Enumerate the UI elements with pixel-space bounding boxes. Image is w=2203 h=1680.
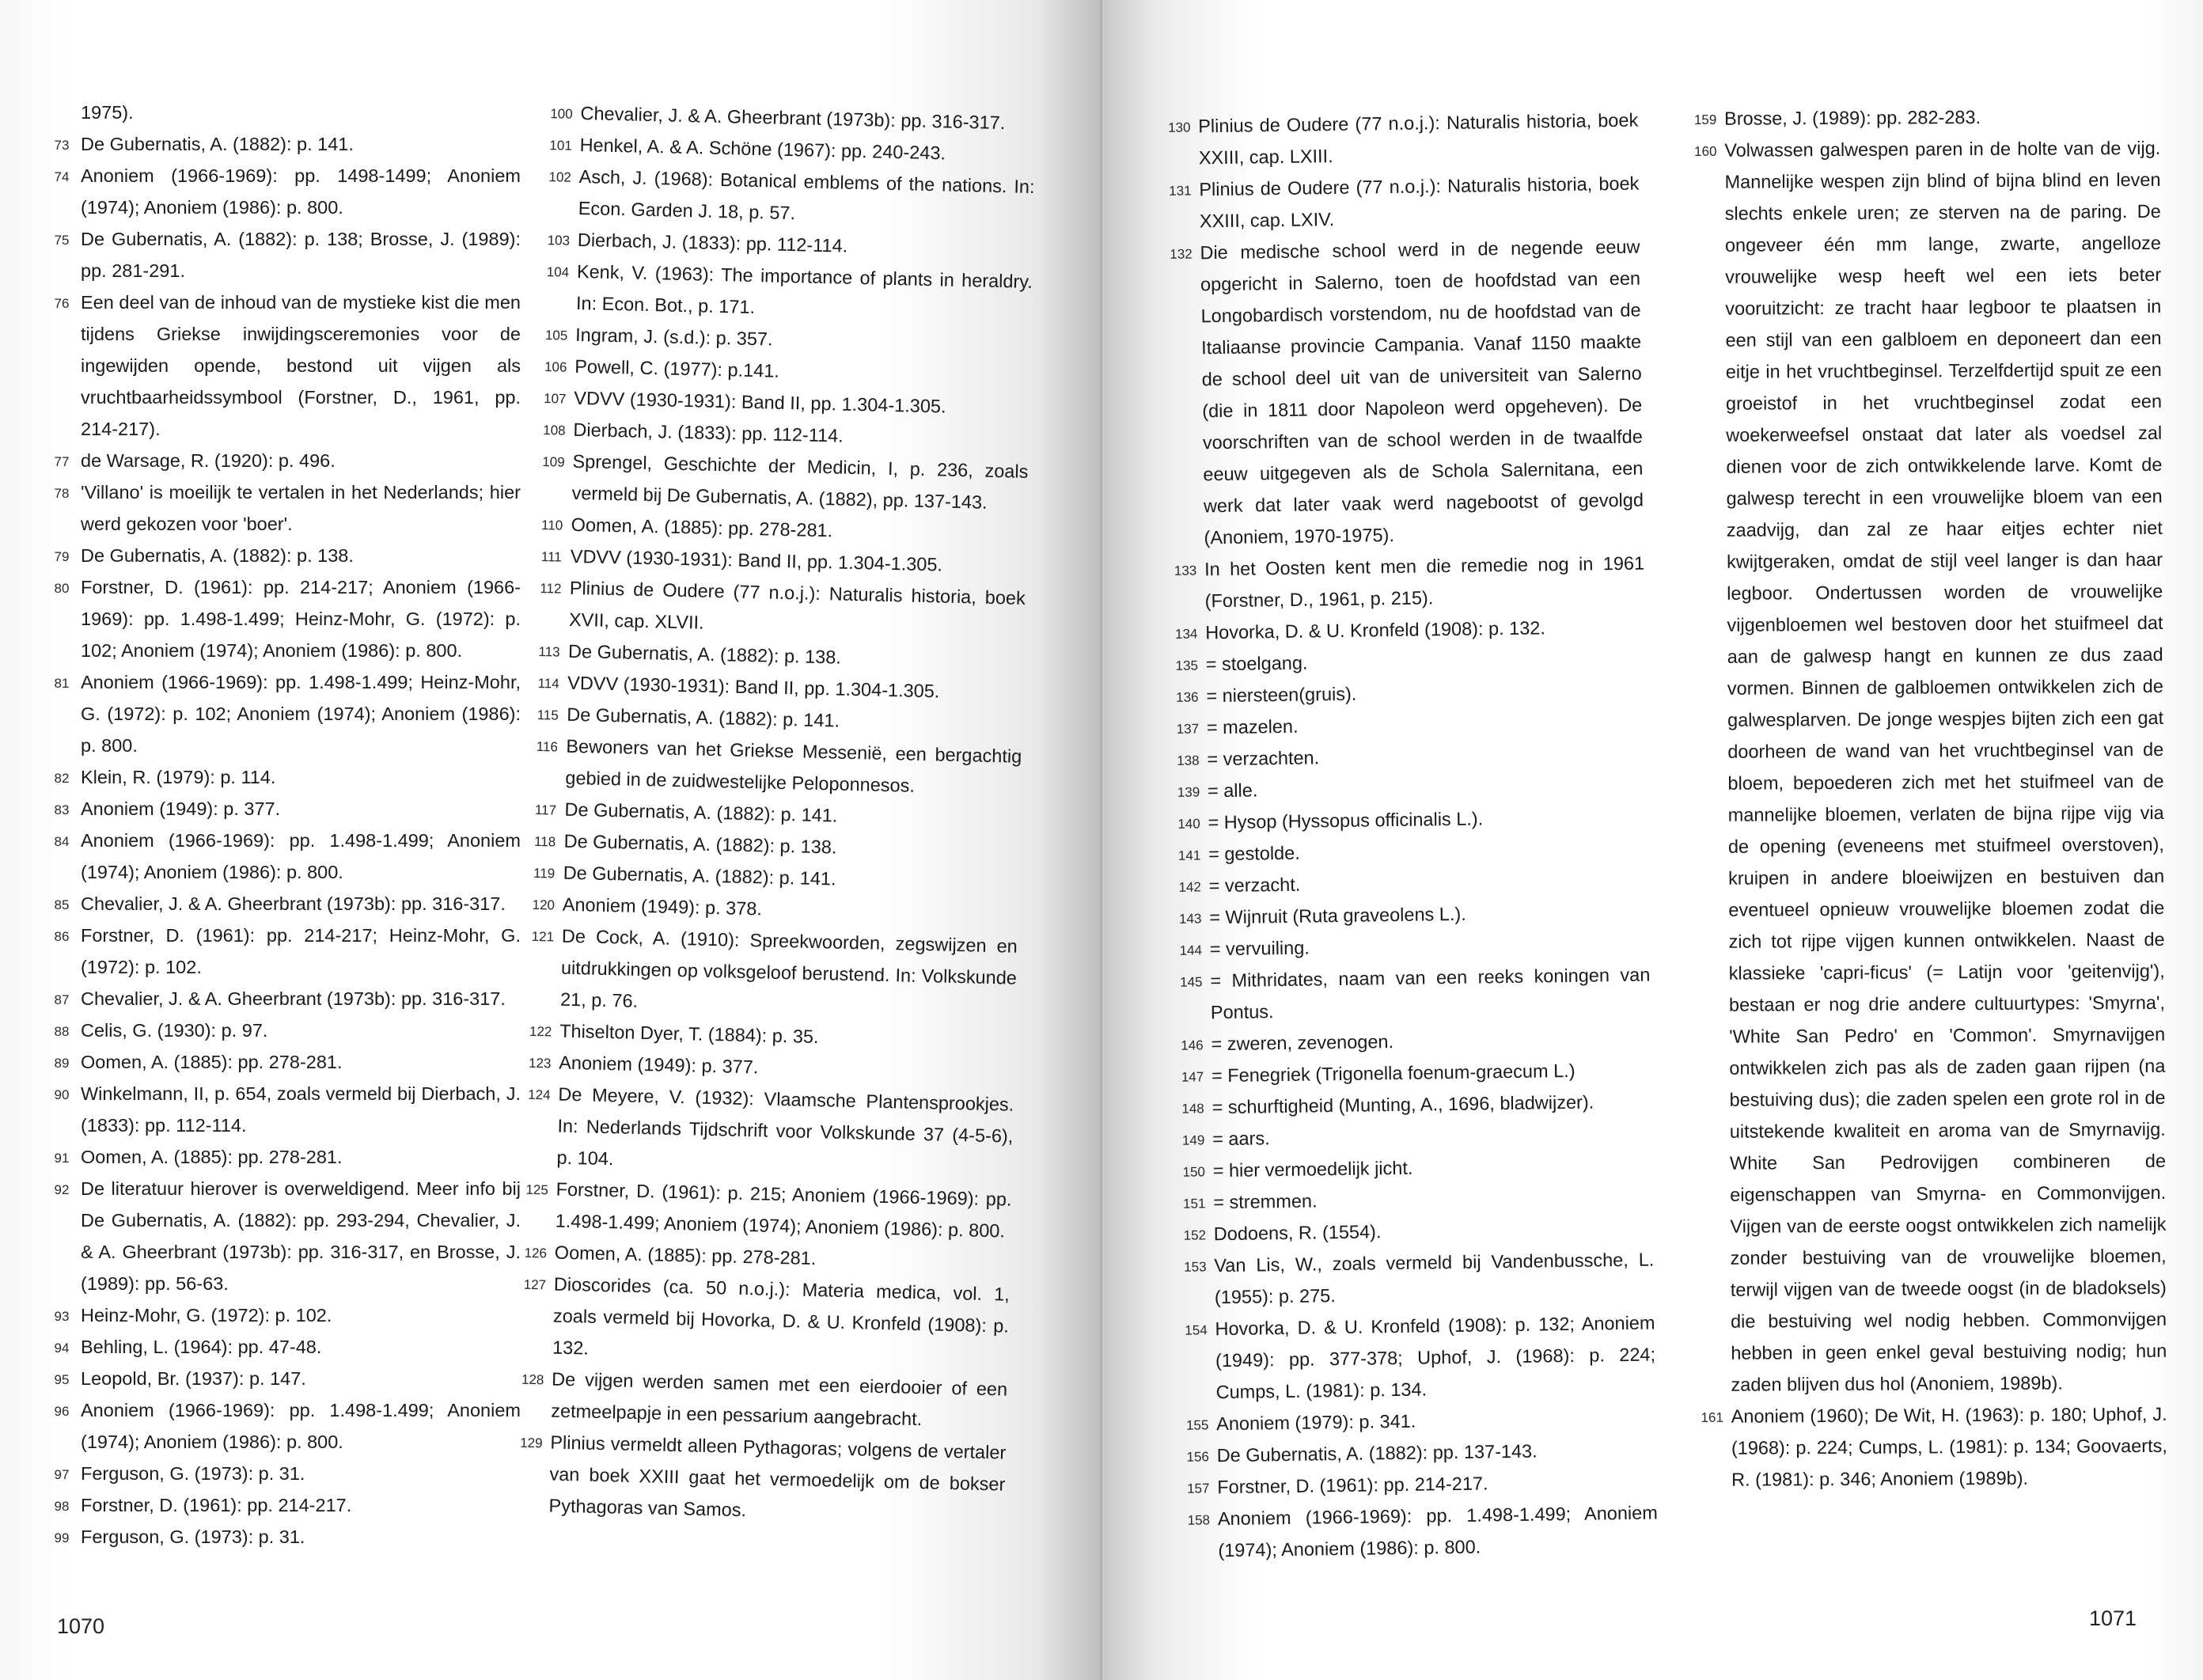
footnote-number: 86 (54, 929, 70, 944)
footnote-text: De Gubernatis, A. (1882): p. 141. (81, 134, 354, 154)
footnote-text: = vervuiling. (1209, 937, 1310, 960)
footnote-text: Powell, C. (1977): p.141. (574, 355, 780, 381)
footnote-number: 88 (54, 1024, 70, 1039)
footnote-number: 150 (1182, 1164, 1206, 1180)
footnote-93 (46, 1299, 521, 1331)
footnote-number: 161 (1701, 1409, 1723, 1425)
footnote-102 (543, 160, 1035, 234)
footnote-78 (46, 476, 521, 540)
footnote-92 (46, 1173, 521, 1299)
footnote-text: Klein, R. (1979): p. 114. (81, 767, 276, 787)
footnote-text: = gestolde. (1208, 842, 1300, 865)
footnote-text: De vijgen werden samen met een eierdooier of een zetmeelpapje in een pessarium aangebracht. (551, 1368, 1008, 1430)
footnote-text: Asch, J. (1968): Botanical emblems of the nations. In: Econ. Garden J. 18, p. 57. (578, 165, 1035, 224)
footnote-text: Dioscorides (ca. 50 n.o.j.): Materia medica, vol. 1, zoals vermeld bij Hovorka, D. & U. Kronfeld (1908): p. 132. (552, 1273, 1010, 1359)
footnote-text: Dodoens, R. (1554). (1213, 1221, 1382, 1245)
footnote-text: = Mithridates, naam van een reeks koningen van Pontus. (1210, 964, 1651, 1023)
footnote-text: = verzachten. (1207, 747, 1320, 770)
footnote-text: Oomen, A. (1885): pp. 278-281. (554, 1242, 817, 1269)
footnote-number: 155 (1185, 1417, 1209, 1433)
footnote-number: 160 (1694, 143, 1717, 159)
footnote-number: 152 (1183, 1227, 1207, 1243)
footnote-text: = stoelgang. (1205, 652, 1308, 675)
footnote-number: 91 (54, 1151, 70, 1166)
footnote-number: 135 (1175, 658, 1199, 673)
footnote-159 (1689, 100, 2160, 135)
footnote-number: 137 (1176, 721, 1200, 737)
notes-column-4 (1689, 100, 2167, 1496)
footnote-number: 106 (544, 359, 567, 375)
footnote-number: 109 (542, 454, 565, 470)
footnote-number: 73 (54, 138, 70, 153)
footnote-number: 104 (546, 264, 570, 280)
page-number-left: 1070 (57, 1614, 105, 1638)
footnote-text: De literatuur hierover is overweldigend. Meer info bij De Gubernatis, A. (1882): pp. 293-294, Chevalier, J. & A. Gheerbrant (1973b): pp. 316-317, en Brosse, J. (1989): pp. 56-63. (81, 1178, 521, 1294)
footnote-text: Forstner, D. (1961): pp. 214-217; Heinz-Mohr, G. (1972): p. 102. (81, 925, 521, 977)
footnote-text: Brosse, J. (1989): pp. 282-283. (1724, 107, 1981, 129)
footnote-text: De Meyere, V. (1932): Vlaamsche Plantensprookjes. In: Nederlands Tijdschrift voor Volkskunde 37 (4-5-6), p. 104. (556, 1083, 1014, 1170)
footnote-number: 148 (1181, 1101, 1204, 1117)
footnote-text: Chevalier, J. & A. Gheerbrant (1973b): pp. 316-317. (81, 988, 506, 1009)
footnote-number: 119 (533, 865, 555, 882)
footnote-number: 144 (1179, 942, 1203, 958)
footnote-text: Anoniem (1966-1969): pp. 1.498-1.499; Anoniem (1974); Anoniem (1986): p. 800. (81, 1400, 521, 1452)
footnote-text: Een deel van de inhoud van de mystieke kist die men tijdens Griekse inwijdingsceremonies voor de ingewijden opende, bestond uit vijgen als vruchtbaarheidssymbool (Forstner, D., 1961, pp. 214-217). (81, 292, 521, 439)
footnote-109 (537, 445, 1029, 519)
footnote-number: 149 (1181, 1132, 1205, 1148)
book-gutter (1100, 0, 1102, 1680)
footnote-text: VDVV (1930-1931): Band II, pp. 1.304-1.305. (567, 672, 940, 702)
footnote-text: De Gubernatis, A. (1882): p. 138; Brosse, J. (1989): pp. 281-291. (81, 229, 521, 281)
footnote-number: 84 (54, 834, 70, 849)
footnote-text: Plinius de Oudere (77 n.o.j.): Naturalis historia, boek XVII, cap. XLVII. (568, 577, 1026, 633)
footnote-text: Bewoners van het Griekse Messenië, een bergachtig gebied in de zuidwestelijke Peloponnesos. (565, 735, 1022, 796)
footnote-number: 85 (54, 897, 70, 912)
footnote-number: 82 (54, 771, 70, 786)
footnote-132 (1165, 231, 1644, 554)
footnote-153 (1179, 1243, 1655, 1313)
footnote-text: Anoniem (1966-1969): pp. 1498-1499; Anoniem (1974); Anoniem (1986): p. 800. (81, 165, 521, 218)
footnote-number: 142 (1178, 879, 1202, 895)
footnote-number: 112 (540, 580, 562, 597)
footnote-text: Dierbach, J. (1833): pp. 112-114. (573, 419, 844, 446)
footnote-131 (1164, 168, 1640, 237)
footnote-number: 107 (543, 391, 567, 407)
footnote-number: 147 (1181, 1069, 1204, 1085)
footnote-text: Kenk, V. (1963): The importance of plants in heraldry. In: Econ. Bot., p. 171. (575, 260, 1033, 318)
footnote-number: 80 (54, 581, 70, 596)
footnote-text: Ingram, J. (s.d.): p. 357. (574, 324, 773, 350)
footnote-text: = mazelen. (1206, 715, 1299, 738)
footnote-number: 123 (528, 1055, 552, 1071)
footnote-text: Forstner, D. (1961): pp. 214-217. (1217, 1473, 1488, 1498)
footnote-text: Oomen, A. (1885): pp. 278-281. (571, 514, 833, 541)
footnote-number: 138 (1177, 753, 1200, 768)
footnote-number: 94 (54, 1341, 70, 1356)
footnote-number: 76 (54, 296, 70, 311)
footnote-text: Anoniem (1966-1969): pp. 1.498-1.499; Heinz-Mohr, G. (1972): p. 102; Anoniem (1974); Anoniem (1986): p. 800. (81, 672, 521, 756)
footnote-text: De Gubernatis, A. (1882): p. 138. (567, 640, 842, 668)
footnote-128 (516, 1363, 1008, 1437)
footnote-number: 141 (1177, 848, 1201, 863)
footnote-95 (46, 1363, 521, 1394)
page-number-right: 1071 (2089, 1606, 2137, 1630)
footnote-number: 131 (1169, 183, 1192, 199)
footnote-number: 121 (531, 928, 555, 945)
footnote-text: VDVV (1930-1931): Band II, pp. 1.304-1.305. (570, 545, 943, 575)
footnote-number: 103 (547, 233, 571, 248)
footnote-number: 83 (54, 802, 70, 817)
footnote-text: De Gubernatis, A. (1882): p. 138. (81, 545, 354, 566)
footnote-84 (46, 825, 521, 888)
footnote-number: 151 (1182, 1196, 1206, 1212)
footnote-number: 75 (54, 233, 70, 248)
footnote-73 (46, 128, 521, 160)
footnote-number: 140 (1177, 816, 1200, 832)
footnote-145 (1175, 959, 1651, 1029)
footnote-104 (541, 255, 1033, 329)
footnote-number: 96 (54, 1404, 70, 1419)
footnote-text: Van Lis, W., zoals vermeld bij Vandenbussche, L. (1955): p. 275. (1214, 1249, 1655, 1308)
notes-column-3 (1163, 104, 1659, 1567)
footnote-text: Winkelmann, II, p. 654, zoals vermeld bij Dierbach, J. (1833): pp. 112-114. (81, 1083, 521, 1136)
footnote-text: Oomen, A. (1885): pp. 278-281. (81, 1052, 343, 1072)
footnote-number: 136 (1176, 689, 1199, 705)
footnote-number: 120 (532, 897, 555, 913)
footnote-text: = verzacht. (1208, 874, 1301, 897)
footnote-number: 111 (540, 549, 562, 565)
footnote-text: Anoniem (1979): p. 341. (1215, 1410, 1416, 1435)
footnote-number: 143 (1178, 911, 1202, 927)
footnote-text: = Wijnruit (Ruta graveolens L.). (1209, 903, 1466, 928)
footnote-90 (46, 1078, 521, 1141)
footnote-number: 125 (525, 1181, 549, 1198)
footnote-88 (46, 1014, 521, 1046)
footnote-number: 124 (527, 1087, 551, 1103)
footnote-number: 146 (1181, 1037, 1204, 1053)
footnote-number: 77 (54, 454, 70, 469)
footnote-text: Leopold, Br. (1937): p. 147. (81, 1368, 306, 1389)
footnote-text: de Warsage, R. (1920): p. 496. (81, 450, 336, 471)
footnote-number: 158 (1187, 1512, 1211, 1528)
footnote-text: De Gubernatis, A. (1882): p. 141. (564, 798, 838, 826)
footnote-number: 108 (543, 423, 566, 438)
footnote-number: 98 (54, 1499, 70, 1514)
footnote-number: 101 (549, 138, 572, 154)
footnote-number: 157 (1186, 1481, 1210, 1496)
footnote-text: Anoniem (1960); De Wit, H. (1963): p. 180; Uphof, J. (1968): p. 224; Cumps, L. (1981): p. 134; Goovaerts, R. (1981): p. 346; Anoniem (1989b). (1731, 1403, 2167, 1490)
footnote-text: De Cock, A. (1910): Spreekwoorden, zegswijzen en uitdrukkingen op volksgeloof berustend. In: Volkskunde 21, p. 76. (559, 925, 1018, 1011)
footnote-text: De Gubernatis, A. (1882): pp. 137-143. (1216, 1440, 1538, 1466)
notes-column-2 (514, 97, 1037, 1532)
footnote-number: 153 (1184, 1259, 1207, 1275)
footnote-number: 127 (523, 1276, 547, 1293)
footnote-75 (46, 223, 521, 286)
footnote-number: 90 (54, 1087, 70, 1102)
footnote-number: 116 (536, 738, 559, 755)
footnote-text: Anoniem (1966-1969): pp. 1.498-1.499; Anoniem (1974); Anoniem (1986): p. 800. (81, 830, 521, 882)
footnote-154 (1180, 1306, 1656, 1408)
footnote-text: = hier vermoedelijk jicht. (1212, 1157, 1413, 1181)
footnote-text: = schurftigheid (Munting, A., 1696, bladwijzer). (1211, 1091, 1594, 1118)
footnote-continuation (46, 97, 521, 128)
footnote-text: De Gubernatis, A. (1882): p. 141. (566, 703, 840, 731)
footnote-number: 102 (548, 169, 572, 185)
footnote-number: 139 (1177, 784, 1200, 800)
footnote-text: Sprengel, Geschichte der Medicin, I, p. 236, zoals vermeld bij De Gubernatis, A. (1882), pp. 137-143. (571, 450, 1029, 513)
footnote-96 (46, 1394, 521, 1458)
footnote-text: = zweren, zevenogen. (1211, 1031, 1394, 1055)
footnote-text: Heinz-Mohr, G. (1972): p. 102. (81, 1305, 332, 1325)
footnote-83 (46, 793, 521, 825)
footnote-text: Forstner, D. (1961): pp. 214-217. (81, 1495, 352, 1515)
footnote-98 (46, 1489, 521, 1521)
footnote-129 (514, 1426, 1007, 1532)
footnote-text: Anoniem (1949): p. 378. (562, 893, 763, 920)
footnote-number: 97 (54, 1467, 70, 1482)
footnote-80 (46, 571, 521, 666)
footnote-text: Plinius de Oudere (77 n.o.j.): Naturalis historia, boek XXIII, cap. LXIII. (1198, 109, 1639, 169)
footnote-number: 126 (524, 1245, 548, 1261)
footnote-number: 105 (544, 328, 568, 343)
footnote-text: = aars. (1211, 1128, 1270, 1150)
footnote-number: 99 (54, 1530, 70, 1545)
footnote-text: In het Oosten kent men die remedie nog in 1961 (Forstner, D., 1961, p. 215). (1204, 552, 1645, 612)
footnote-87 (46, 983, 521, 1014)
footnote-130 (1163, 104, 1639, 174)
footnote-text: Behling, L. (1964): pp. 47-48. (81, 1337, 322, 1357)
footnote-86 (46, 920, 521, 983)
footnote-number: 110 (540, 518, 563, 533)
footnote-text: Plinius de Oudere (77 n.o.j.): Naturalis historia, boek XXIII, cap. LXIV. (1199, 173, 1640, 232)
footnote-number: 128 (521, 1371, 544, 1388)
footnote-text: = niersteen(gruis). (1206, 683, 1357, 707)
footnote-number: 79 (54, 549, 70, 564)
footnote-121 (525, 920, 1018, 1026)
footnote-number: 133 (1174, 563, 1197, 578)
footnote-number: 93 (54, 1309, 70, 1324)
footnote-127 (518, 1268, 1010, 1374)
footnote-text: Die medische school werd in de negende eeuw opgericht in Salerno, toen de hoofdstad van een Longobardisch vorstendom, nu de hoofdstad van de Italiaanse provincie Campania. Vanaf 1150 maakte de school deel uit van de universiteit van Salerno (die in 1811 door Napoleon werd opgeheven). De voorschriften van de school werden in de twaalfde eeuw uitgegeven als de Schola Salernitana, een werk dat later vaak werd nagebootst of gevolgd (Anoniem, 1970-1975). (1200, 236, 1644, 548)
footnote-112 (534, 571, 1026, 646)
footnote-133 (1170, 548, 1645, 617)
footnote-text: Forstner, D. (1961): pp. 214-217; Anoniem (1966-1969): pp. 1.498-1.499; Heinz-Mohr, G. (1972): p. 102; Anoniem (1974); Anoniem (1986): p. 800. (81, 577, 521, 661)
footnote-161 (1697, 1398, 2168, 1496)
footnote-text: Anoniem (1966-1969): pp. 1.498-1.499; Anoniem (1974); Anoniem (1986): p. 800. (1217, 1502, 1658, 1561)
footnote-number: 89 (54, 1056, 70, 1071)
footnote-text: = Fenegriek (Trigonella foenum-graecum L.) (1211, 1060, 1575, 1087)
footnote-text: Volwassen galwespen paren in de holte van de vijg. Mannelijke wespen zijn blind of bijna blind en leven slechts enkele uren; ze sterven na de paring. De ongeveer één mm lange, zwarte, angelloze vrouwelijke wesp heeft wel een iets beter vooruitzicht: ze tracht haar legboor te plaatsen in een stijl van een galbloem en deponeert dan een eitje in het vruchtbeginsel. Terzelfdertijd spuit ze een groeistof in het vruchtbeginsel zodat een woekerweefsel onstaat dat later als voedsel zal dienen voor de zich ontwikkelende larve. Komt de galwesp terecht in een vrouwelijke bloem van een zaadvijg, dan zal ze haar eitjes echter niet kwijtgeraken, omdat de stijl veel langer is dan haar legboor. Ondertussen worden de vrouwelijke vijgenbloemen wel bestoven door het stuifmeel dat aan de galwesp hangt en kunnen ze dus zaad vormen. Binnen de galbloemen ontwikkelen zich de galwesplarven. De jonge wespjes bijten zich een gat doorheen de wand van het vruchtbeginsel van de bloem, bepoederen zich met het stuifmeel van de mannelijke bloemen, verlaten de bijna rijpe vijg via de opening (eveneens met stuifmeel overstoven), kruipen in andere bloeiwijzen en bestuiven dan eventueel opnieuw vrouwelijke bloemen zodat die zich tot rijpe vijgen kunnen ontwikkelen. Naast de klassieke 'capri-ficus' (= Latijn voor 'geitenvijg'), bestaan er nog drie andere cultuurtypes: 'Smyrna', 'White San Pedro' en 'Common'. Smyrnavijgen ontwikkelen zich pas als de zaden gaan rijpen (na bestuiving dus); die zaden spelen een grote rol in de uitstekende kwaliteit en aroma van de Smyrnavijg. White San Pedrovijgen combineren de eigenschappen van Smyrna- en Commonvijgen. Vijgen van de eerste oogst ontwikkelen zich namelijk zonder bestuiving van de vrouwelijke bloemen, terwijl vijgen van de tweede oogst (in de bladoksels) die bestuiving wel nodig hebben. Commonvijgen hebben in geen enkel geval bestuiving nodig; hun zaden blijven dus hol (Anoniem, 1989b). (1724, 137, 2167, 1395)
footnote-text: Celis, G. (1930): p. 97. (81, 1020, 268, 1041)
footnote-text: Chevalier, J. & A. Gheerbrant (1973b): pp. 316-317. (580, 102, 1006, 134)
footnote-89 (46, 1046, 521, 1078)
footnote-text: Dierbach, J. (1833): pp. 112-114. (577, 229, 848, 256)
footnote-77 (46, 445, 521, 476)
footnote-number: 95 (54, 1372, 70, 1387)
footnote-number: 115 (537, 707, 559, 723)
footnote-text: = Hysop (Hyssopus officinalis L.). (1208, 808, 1484, 833)
footnote-number: 132 (1170, 246, 1193, 262)
footnote-81 (46, 666, 521, 761)
footnote-number: 74 (54, 169, 70, 184)
footnote-number: 122 (529, 1023, 552, 1040)
footnote-91 (46, 1141, 521, 1173)
footnote-number: 154 (1185, 1322, 1208, 1338)
footnote-number: 113 (538, 643, 560, 660)
footnote-158 (1183, 1496, 1659, 1566)
footnote-79 (46, 540, 521, 571)
footnote-number: 87 (54, 992, 70, 1007)
footnote-124 (521, 1078, 1014, 1184)
footnote-number: 129 (519, 1435, 543, 1451)
footnote-number: 130 (1167, 119, 1191, 135)
footnote-number: 159 (1693, 112, 1717, 127)
footnote-85 (46, 888, 521, 920)
footnote-text: Anoniem (1949): p. 377. (81, 798, 281, 819)
footnote-number: 134 (1174, 626, 1198, 642)
footnote-76 (46, 286, 521, 445)
footnote-text: = alle. (1207, 779, 1258, 802)
footnote-text: Hovorka, D. & U. Kronfeld (1908): p. 132. (1205, 617, 1546, 643)
footnote-99 (46, 1521, 521, 1553)
footnote-text: Thiselton Dyer, T. (1884): p. 35. (559, 1020, 819, 1048)
footnote-116 (530, 730, 1022, 804)
footnote-160 (1689, 132, 2167, 1401)
footnote-text: Ferguson, G. (1973): p. 31. (81, 1463, 305, 1484)
footnote-text: Forstner, D. (1961): p. 215; Anoniem (1966-1969): pp. 1.498-1.499; Anoniem (1974); Anoniem (1986): p. 800. (555, 1178, 1012, 1242)
footnote-number: 81 (54, 676, 70, 691)
footnote-text: Ferguson, G. (1973): p. 31. (81, 1526, 305, 1547)
footnote-text: Henkel, A. & A. Schöne (1967): pp. 240-243. (579, 134, 946, 164)
footnote-125 (520, 1173, 1012, 1247)
footnote-text: 'Villano' is moeilijk te vertalen in het Nederlands; hier werd gekozen voor 'boer'. (81, 482, 521, 534)
footnote-text: Hovorka, D. & U. Kronfeld (1908): p. 132; Anoniem (1949): pp. 377-378; Uphof, J. (1968): p. 224; Cumps, L. (1981): p. 134. (1215, 1312, 1656, 1403)
footnote-number: 145 (1180, 974, 1203, 990)
footnote-74 (46, 160, 521, 223)
footnote-82 (46, 761, 521, 793)
footnote-number: 118 (533, 833, 556, 850)
footnote-text: De Gubernatis, A. (1882): p. 138. (563, 830, 837, 858)
footnote-text: Chevalier, J. & A. Gheerbrant (1973b): pp. 316-317. (81, 893, 506, 914)
footnote-text: Plinius vermeldt alleen Pythagoras; volgens de vertaler van boek XXIII gaat het vermoedelijk om de bokser Pythagoras van Samos. (548, 1432, 1007, 1521)
footnote-text: De Gubernatis, A. (1882): p. 141. (563, 862, 836, 889)
footnote-text: Oomen, A. (1885): pp. 278-281. (81, 1147, 343, 1167)
notes-column-1 (46, 97, 521, 1553)
footnote-text: 1975). (81, 102, 134, 123)
footnote-number: 117 (534, 802, 557, 818)
footnote-text: Anoniem (1949): p. 377. (559, 1052, 759, 1078)
footnote-number: 78 (54, 486, 70, 501)
footnote-94 (46, 1331, 521, 1363)
footnote-number: 92 (54, 1182, 70, 1197)
footnote-number: 100 (550, 106, 573, 122)
footnote-number: 156 (1186, 1449, 1210, 1465)
footnote-text: VDVV (1930-1931): Band II, pp. 1.304-1.305. (574, 387, 946, 417)
footnote-text: = stremmen. (1213, 1190, 1318, 1213)
footnote-number: 114 (537, 675, 559, 692)
footnote-97 (46, 1458, 521, 1489)
